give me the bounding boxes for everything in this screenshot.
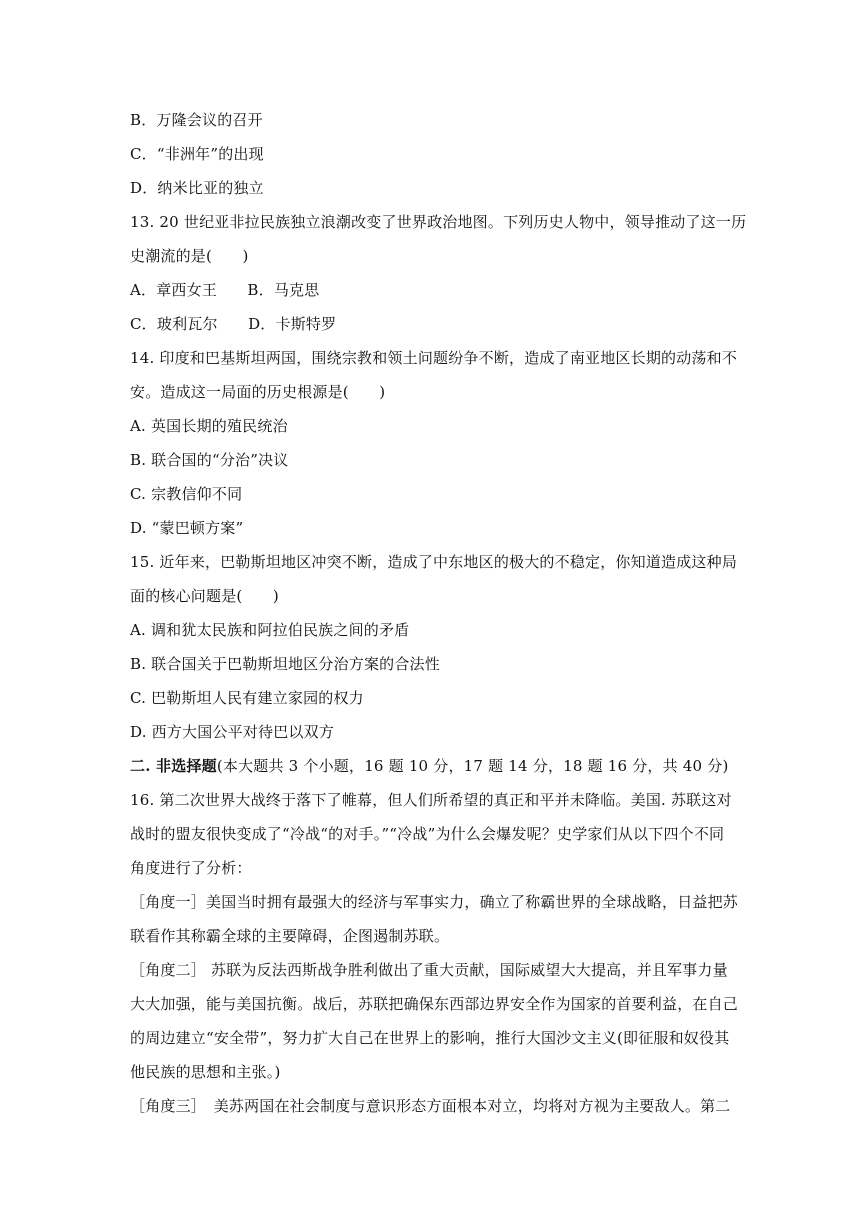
question-14-option-b: B. 联合国的“分治”决议 xyxy=(130,451,289,469)
angle-2-line-2: 大大加强，能与美国抗衡。战后，苏联把确保东西部边界安全作为国家的首要利益，在自己 xyxy=(130,995,739,1013)
option-c-q12: C．“非洲年”的出现 xyxy=(130,145,264,163)
question-14-option-c: C. 宗教信仰不同 xyxy=(130,485,243,503)
angle-2-line-3: 的周边建立“安全带”，努力扩大自己在世界上的影响，推行大国沙文主义(即征服和奴役其 xyxy=(130,1029,730,1047)
question-16-line-2: 战时的盟友很快变成了“冷战“的对手。”“冷战”为什么会爆发呢？史学家们从以下四个不同 xyxy=(130,825,725,843)
option-b-q12: B．万隆会议的召开 xyxy=(130,111,263,129)
question-13-line-2: 史潮流的是( ) xyxy=(130,247,249,265)
question-16-line-3: 角度进行了分析： xyxy=(130,859,252,877)
question-14-option-d: D. “蒙巴顿方案” xyxy=(130,519,244,537)
question-15-option-d: D. 西方大国公平对待巴以双方 xyxy=(130,723,335,741)
question-13-options-ab: A．章西女王 B．马克思 xyxy=(130,281,320,299)
question-14-line-2: 安。造成这一局面的历史根源是( ) xyxy=(130,383,386,401)
question-13-line-1: 13. 20 世纪亚非拉民族独立浪潮改变了世界政治地图。下列历史人物中，领导推动了这一历 xyxy=(130,213,747,231)
question-14-option-a: A. 英国长期的殖民统治 xyxy=(130,417,288,435)
section-2-note: (本大题共 3 个小题，16 题 10 分，17 题 14 分，18 题 16 分，共 40 分) xyxy=(216,757,729,775)
question-13-options-cd: C．玻利瓦尔 D．卡斯特罗 xyxy=(130,315,337,333)
question-15-line-2: 面的核心问题是( ) xyxy=(130,587,279,605)
question-15-option-a: A. 调和犹太民族和阿拉伯民族之间的矛盾 xyxy=(130,621,410,639)
question-16-line-1: 16. 第二次世界大战终于落下了帷幕，但人们所希望的真正和平并未降临。美国. 苏联这对 xyxy=(130,791,732,809)
section-2-heading: 二. 非选择题 xyxy=(130,757,217,775)
option-d-q12: D．纳米比亚的独立 xyxy=(130,179,264,197)
angle-1-line-1: ［角度一］美国当时拥有最强大的经济与军事实力，确立了称霸世界的全球战略，日益把苏 xyxy=(130,893,739,911)
angle-2-line-4: 他民族的思想和主张。) xyxy=(130,1063,281,1081)
question-15-option-c: C. 巴勒斯坦人民有建立家园的权力 xyxy=(130,689,364,707)
question-15-line-1: 15. 近年来，巴勒斯坦地区冲突不断，造成了中东地区的极大的不稳定，你知道造成这种局 xyxy=(130,553,738,571)
question-14-line-1: 14. 印度和巴基斯坦两国，围绕宗教和领土问题纷争不断，造成了南亚地区长期的动荡和不 xyxy=(130,349,738,367)
angle-1-line-2: 联看作其称霸全球的主要障碍，企图遏制苏联。 xyxy=(130,927,450,945)
section-2-heading-line xyxy=(130,756,730,776)
angle-2-line-1: ［角度二］ 苏联为反法西斯战争胜利做出了重大贡献，国际威望大大提高，并且军事力量 xyxy=(130,961,728,979)
angle-3-line-1: ［角度三］ 美苏两国在社会制度与意识形态方面根本对立，均将对方视为主要敌人。第二 xyxy=(130,1097,731,1115)
question-15-option-b: B. 联合国关于巴勒斯坦地区分治方案的合法性 xyxy=(130,655,440,673)
